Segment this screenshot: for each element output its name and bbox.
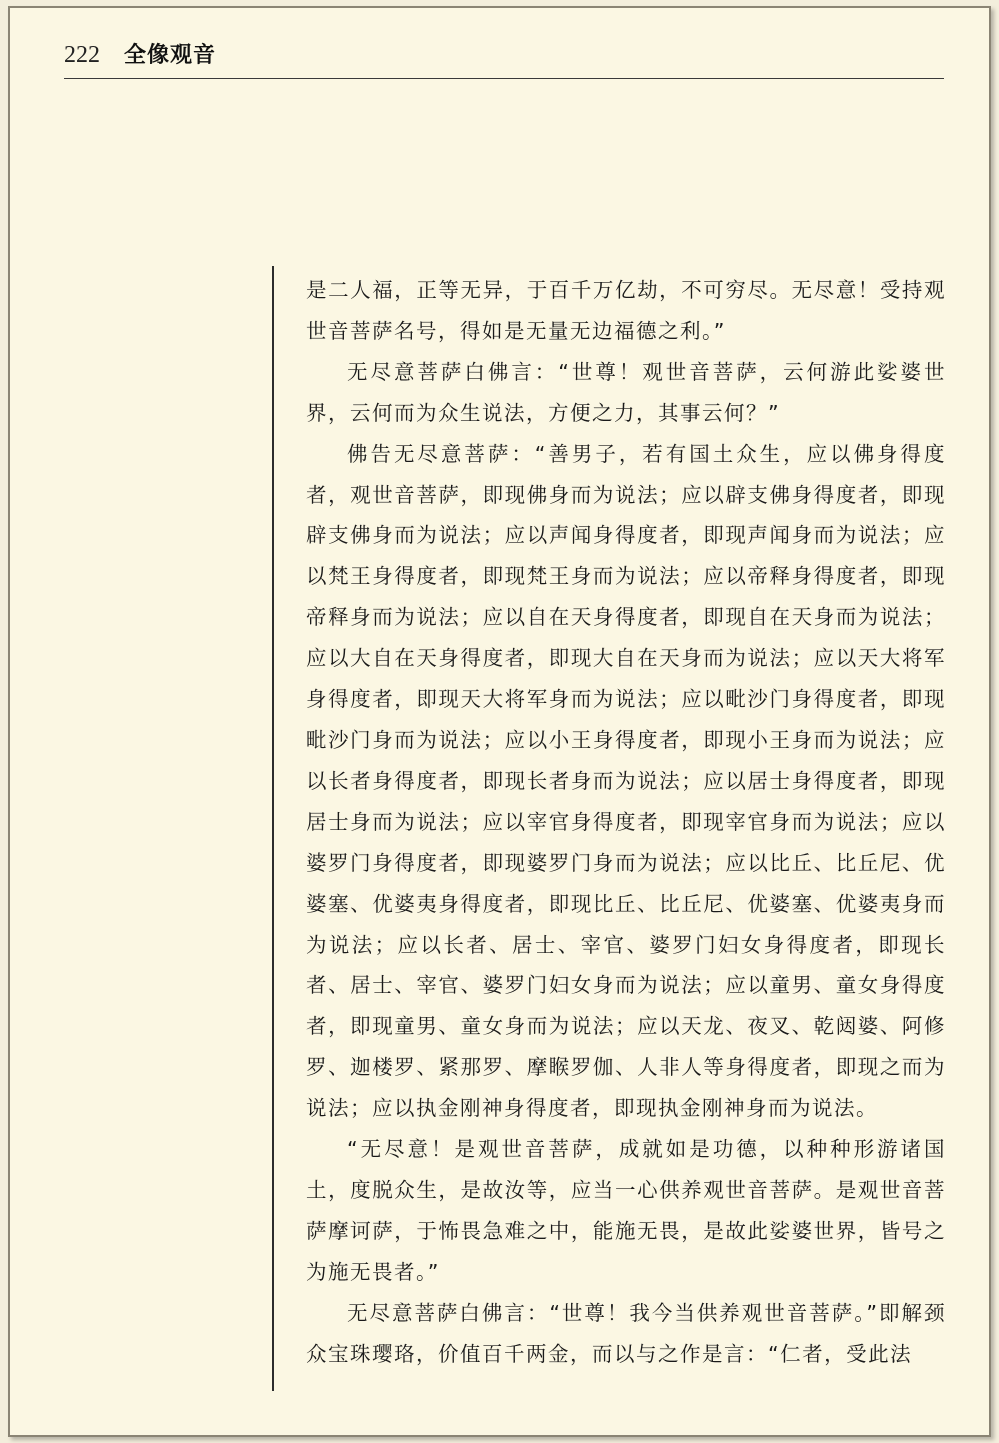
margin-rule — [272, 266, 274, 1391]
paragraph: 是二人福，正等无异，于百千万亿劫，不可穷尽。无尽意！受持观世音菩萨名号，得如是无量无边福德之利。” — [306, 278, 946, 343]
book-title: 全像观音 — [124, 43, 217, 68]
running-header — [64, 38, 216, 69]
page-number: 222 — [64, 42, 100, 68]
header-rule — [64, 78, 944, 79]
paragraph: 佛告无尽意菩萨：“善男子，若有国土众生，应以佛身得度者，观世音菩萨，即现佛身而为说法；应以辟支佛身得度者，即现辟支佛身而为说法；应以声闻身得度者，即现声闻身而为说法；应以梵王身得度者，即现梵王身而为说法；应以帝释身得度者，即现帝释身而为说法；应以自在天身得度者，即现自在天身而为说法；应以大自在天身得度者，即现大自在天身而为说法；应以天大将军身得度者，即现天大将军身而为说法；应以毗沙门身得度者，即现毗沙门身而为说法；应以小王身得度者，即现小王身而为说法；应以长者身得度者，即现长者身而为说法；应以居士身得度者，即现居士身而为说法；应以宰官身得度者，即现宰官身而为说法；应以婆罗门身得度者，即现婆罗门身而为说法；应以比丘、比丘尼、优婆塞、优婆夷身得度者，即现比丘、比丘尼、优婆塞、优婆夷身而为说法；应以长者、居士、宰官、婆罗门妇女身得度者，即现长者、居士、宰官、婆罗门妇女身而为说法；应以童男、童女身得度者，即现童男、童女身而为说法；应以天龙、夜叉、乾闼婆、阿修罗、迦楼罗、紧那罗、摩睺罗伽、人非人等身得度者，即现之而为说法；应以执金刚神身得度者，即现执金刚神身而为说法。 — [306, 441, 946, 1121]
paragraph: “无尽意！是观世音菩萨，成就如是功德，以种种形游诸国土，度脱众生，是故汝等，应当一心供养观世音菩萨。是观世音菩萨摩诃萨，于怖畏急难之中，能施无畏，是故此娑婆世界，皆号之为施无畏者。” — [306, 1137, 946, 1284]
body-text — [306, 270, 946, 1374]
paragraph: 无尽意菩萨白佛言：“世尊！我今当供养观世音菩萨。”即解颈众宝珠璎珞，价值百千两金，而以与之作是言：“仁者，受此法 — [306, 1300, 946, 1366]
paragraph: 无尽意菩萨白佛言：“世尊！观世音菩萨，云何游此娑婆世界，云何而为众生说法，方便之力，其事云何？” — [306, 359, 946, 425]
book-page — [8, 6, 991, 1437]
